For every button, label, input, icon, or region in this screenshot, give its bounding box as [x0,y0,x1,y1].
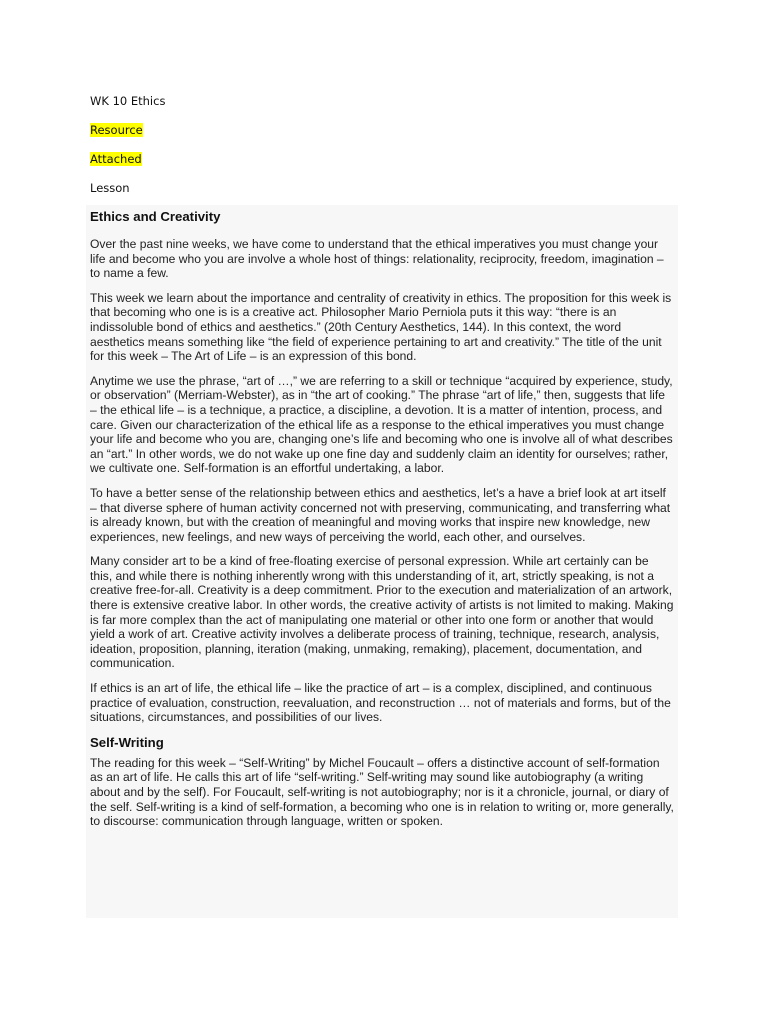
lesson-article [86,205,678,918]
paragraph: The reading for this week – “Self-Writing” by Michel Foucault – offers a distinctive account of self-formation as an art of life. He calls this art of life “self-writing.” Self-writing may sound like autobiography (a writing about and by the self). For Foucault, self-writing is not autobiography; nor is it a chronicle, journal, or diary of the self. Self-writing is a kind of self-formation, a becoming who one is in relation to writing or, more generally, to discourse: communication through language, written or spoken. [90,755,674,829]
paragraph: If ethics is an art of life, the ethical life – like the practice of art – is a complex, disciplined, and continuous practice of evaluation, construction, reevaluation, and reconstruction … not of materials and forms, but of the situations, circumstances, and possibilities of our lives. [90,681,671,725]
section-heading-self-writing: Self-Writing [90,734,164,750]
paragraph: Over the past nine weeks, we have come to understand that the ethical imperatives you must change your life and become who you are involve a whole host of things: relationality, reciprocity, freedom, imagination – to name a few. [90,237,664,281]
paragraph: Anytime we use the phrase, “art of …,” we are referring to a skill or technique “acquired by experience, study, or observation” (Merriam-Webster), as in “the art of cooking.” The phrase “art of life,” then, suggests that life – the ethical life – is a technique, a practice, a discipline, a devotion. It is a matter of intention, process, and care. Given our characterization of the ethical life as a response to the ethical imperatives you must change your life and become who you are, changing one’s life and becoming who one is involve all of what describes an “art.” In other words, we do not wake up one fine day and suddenly claim an identity for ourselves; rather, we cultivate one. Self-formation is an effortful undertaking, a labor. [90,373,673,476]
section-heading-ethics-creativity: Ethics and Creativity [90,209,221,224]
resource-label [90,122,143,138]
doc-title: WK 10 Ethics [90,94,166,108]
lesson-label: Lesson [90,181,130,195]
attached-label [90,151,142,167]
attached-highlight: Attached [90,152,142,166]
resource-highlight: Resource [90,123,143,137]
paragraph: This week we learn about the importance and centrality of creativity in ethics. The proposition for this week is that becoming who one is is a creative act. Philosopher Mario Perniola puts it this way: “there is an indissoluble bond of ethics and aesthetics.” (20th Century Aesthetics, 144). In this context, the word aesthetics means something like “the field of experience pertaining to art and creativity.” The title of the unit for this week – The Art of Life – is an expression of this bond. [90,290,672,364]
paragraph: Many consider art to be a kind of free-floating exercise of personal expression. While art certainly can be this, and while there is nothing inherently wrong with this understanding of it, art, strictly speaking, is not a creative free-for-all. Creativity is a deep commitment. Prior to the execution and materialization of an artwork, there is extensive creative labor. In other words, the creative activity of artists is not limited to making. Making is far more complex than the act of manipulating one material or other into one form or another that would yield a work of art. Creative activity involves a deliberate process of training, technique, research, analysis, ideation, proposition, planning, iteration (making, unmaking, remaking), placement, documentation, and communication. [90,554,674,671]
paragraph: To have a better sense of the relationship between ethics and aesthetics, let’s a have a brief look at art itself – that diverse sphere of human activity concerned not with preserving, communicating, and transferring what is already known, but with the creation of meaningful and moving works that inspire new knowledge, new experiences, new feelings, and new ways of perceiving the world, each other, and ourselves. [90,485,671,544]
